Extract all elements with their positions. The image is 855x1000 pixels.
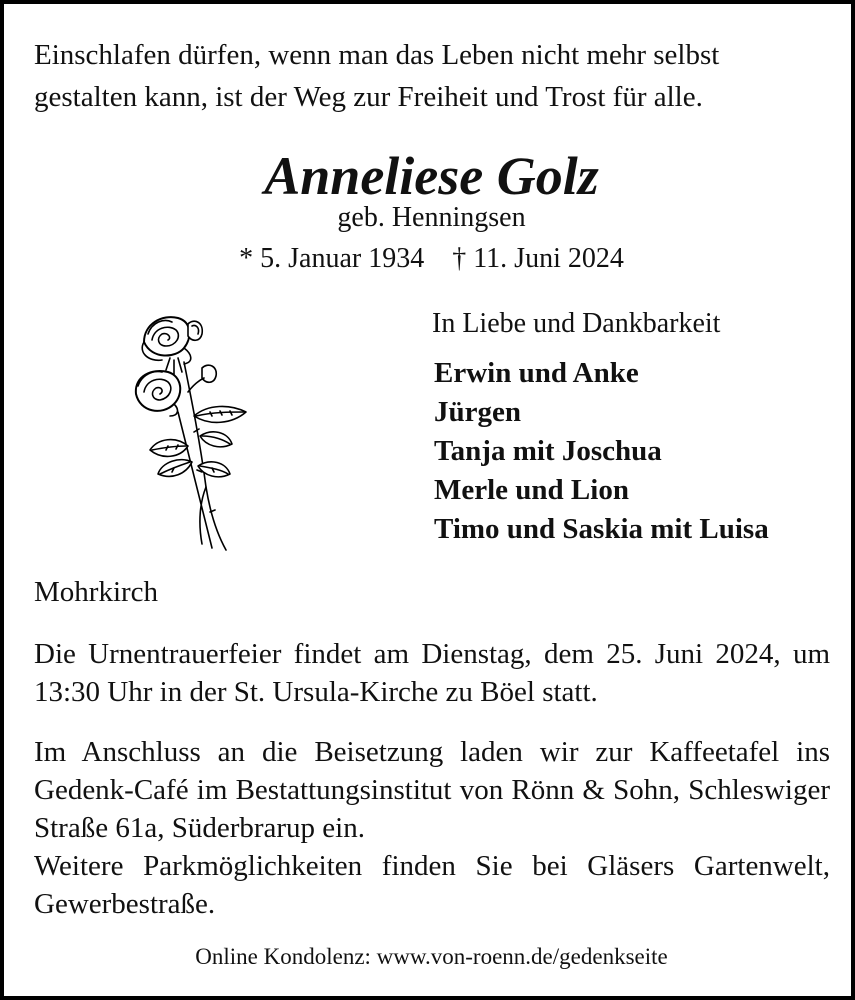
- thanks-line: In Liebe und Dankbarkeit: [432, 308, 721, 339]
- parking-text: Weitere Parkmöglichkeiten finden Sie bei Gläsers Gartenwelt, Gewerbestraße.: [34, 850, 830, 920]
- rose-drawing-icon: [122, 312, 262, 552]
- deceased-name: Anneliese Golz: [264, 146, 599, 206]
- mourner-name: Timo und Saskia mit Luisa: [434, 513, 769, 545]
- reception-block: [34, 733, 830, 923]
- mourner-name: Merle und Lion: [434, 474, 629, 506]
- quote-line-1: Einschlafen dürfen, wenn man das Leben nicht mehr selbst: [34, 39, 720, 71]
- ceremony-text: Die Urnentrauerfeier findet am Dienstag, dem 25. Juni 2024, um 13:30 Uhr in der St. Ursula-Kirche zu Böel statt.: [34, 638, 830, 708]
- mourners-list: [434, 354, 769, 549]
- online-condolence: Online Kondolenz: www.von-roenn.de/gedenkseite: [195, 944, 668, 969]
- mourner-name: Tanja mit Joschua: [434, 435, 662, 467]
- life-dates: * 5. Januar 1934 † 11. Juni 2024: [239, 243, 624, 274]
- coffee-text: Im Anschluss an die Beisetzung laden wir zur Kaffeetafel ins Gedenk-Café im Bestattungsinstitut von Rönn & Sohn, Schleswiger Straße 61a, Süderbrarup ein.: [34, 736, 830, 844]
- mourner-name: Jürgen: [434, 396, 521, 428]
- quote-line-2: gestalten kann, ist der Weg zur Freiheit und Trost für alle.: [34, 81, 703, 113]
- place-name: Mohrkirch: [34, 576, 159, 608]
- opening-quote: [34, 34, 834, 118]
- mourner-name: Erwin und Anke: [434, 357, 639, 389]
- birth-name: geb. Henningsen: [337, 202, 526, 233]
